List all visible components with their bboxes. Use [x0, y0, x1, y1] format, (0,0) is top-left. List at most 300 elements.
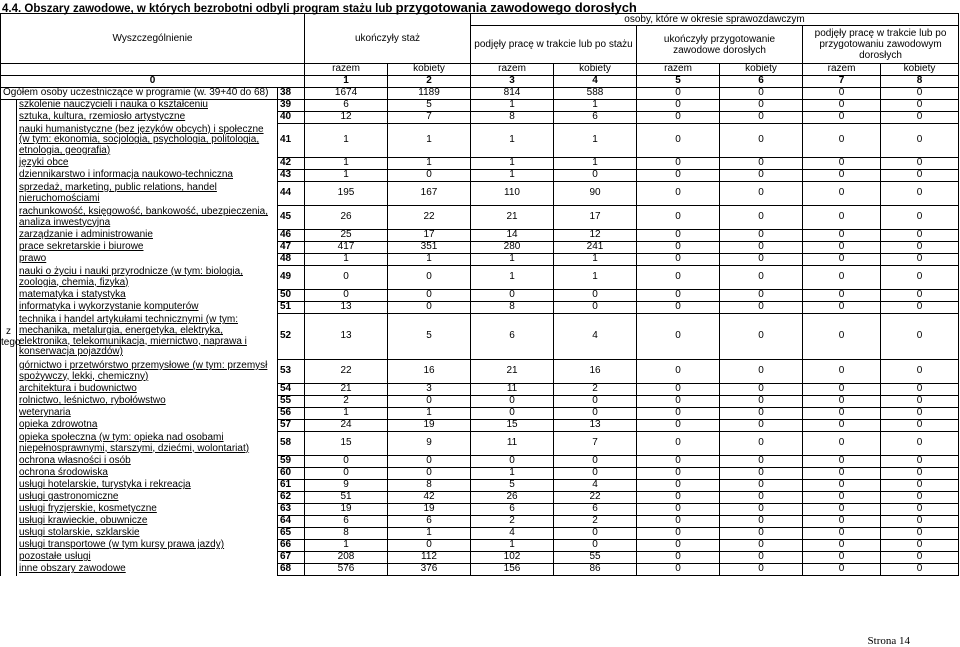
row-number: 62 — [278, 492, 305, 504]
table-row — [1, 504, 959, 516]
cell: 0 — [881, 552, 959, 564]
cell: 11 — [471, 384, 554, 396]
row-number: 65 — [278, 528, 305, 540]
header-kobiety: kobiety — [881, 64, 959, 76]
table-row — [1, 360, 959, 384]
row-label-text: opieka zdrowotna — [19, 419, 98, 431]
cell: 0 — [720, 456, 803, 468]
table-row — [1, 396, 959, 408]
cell: 13 — [305, 314, 388, 360]
cell: 21 — [471, 206, 554, 230]
cell: 2 — [554, 384, 637, 396]
cell: 0 — [881, 480, 959, 492]
cell: 0 — [637, 564, 720, 576]
row-label — [17, 384, 278, 396]
row-label-text: usługi transportowe (w tym kursy prawa jazdy) — [19, 539, 225, 551]
table-row — [1, 266, 959, 290]
cell: 0 — [720, 432, 803, 456]
cell: 0 — [881, 516, 959, 528]
cell: 0 — [720, 360, 803, 384]
cell: 22 — [388, 206, 471, 230]
cell: 0 — [720, 492, 803, 504]
cell: 0 — [720, 182, 803, 206]
row-label — [17, 170, 278, 182]
row-label-text: matematyka i statystyka — [19, 289, 126, 301]
cell: 0 — [637, 230, 720, 242]
cell: 0 — [881, 182, 959, 206]
cell: 0 — [720, 384, 803, 396]
cell: 0 — [637, 456, 720, 468]
cell: 0 — [803, 314, 881, 360]
row-label-text: technika i handel artykułami technicznymi (w tym: mechanika, metalurgia, energetyka, elektryka, elektronika, telekomunikacja, miernictwo, naprawa i konserwacja pojazdów) — [19, 314, 247, 358]
cell: 8 — [471, 112, 554, 124]
cell: 0 — [388, 290, 471, 302]
cell: 0 — [803, 302, 881, 314]
cell: 0 — [803, 396, 881, 408]
cell: 9 — [388, 432, 471, 456]
cell: 0 — [637, 254, 720, 266]
row-label-text: ochrona środowiska — [19, 467, 108, 479]
row-label-text: usługi gastronomiczne — [19, 491, 119, 503]
cell: 1 — [554, 100, 637, 112]
cell: 588 — [554, 88, 637, 100]
cell: 15 — [471, 420, 554, 432]
row-label-text: usługi hotelarskie, turystyka i rekreacja — [19, 479, 191, 491]
cell: 0 — [881, 100, 959, 112]
row-number: 50 — [278, 290, 305, 302]
cell: 1189 — [388, 88, 471, 100]
cell: 0 — [637, 432, 720, 456]
column-number: 4 — [554, 76, 637, 88]
row-label — [17, 540, 278, 552]
cell: 112 — [388, 552, 471, 564]
table-row — [1, 564, 959, 576]
row-label-text: prawo — [19, 253, 47, 265]
header-razem: razem — [637, 64, 720, 76]
cell: 814 — [471, 88, 554, 100]
cell: 0 — [881, 124, 959, 158]
row-number: 43 — [278, 170, 305, 182]
column-number: 6 — [720, 76, 803, 88]
cell: 0 — [881, 432, 959, 456]
cell: 0 — [637, 408, 720, 420]
table-row — [1, 480, 959, 492]
table-row — [1, 302, 959, 314]
cell: 280 — [471, 242, 554, 254]
cell: 0 — [637, 552, 720, 564]
cell: 0 — [720, 254, 803, 266]
cell: 0 — [637, 540, 720, 552]
cell: 0 — [720, 516, 803, 528]
table-row — [1, 230, 959, 242]
cell: 2 — [554, 516, 637, 528]
row-number: 66 — [278, 540, 305, 552]
row-label — [17, 456, 278, 468]
cell: 1 — [471, 254, 554, 266]
row-label — [17, 254, 278, 266]
cell: 5 — [471, 480, 554, 492]
cell: 0 — [720, 540, 803, 552]
cell: 0 — [720, 504, 803, 516]
cell: 0 — [881, 266, 959, 290]
cell: 1 — [388, 124, 471, 158]
row-label-text: rolnictwo, leśnictwo, rybołówstwo — [19, 395, 166, 407]
cell: 0 — [720, 420, 803, 432]
table-row — [1, 408, 959, 420]
cell: 0 — [637, 468, 720, 480]
cell: 26 — [471, 492, 554, 504]
cell: 0 — [803, 540, 881, 552]
column-number: 2 — [388, 76, 471, 88]
cell: 1 — [471, 468, 554, 480]
cell: 0 — [720, 88, 803, 100]
cell: 1 — [388, 408, 471, 420]
cell: 1 — [388, 254, 471, 266]
cell: 0 — [881, 504, 959, 516]
row-number: 55 — [278, 396, 305, 408]
cell: 0 — [388, 396, 471, 408]
row-number: 45 — [278, 206, 305, 230]
cell: 0 — [881, 540, 959, 552]
row-label — [17, 112, 278, 124]
cell: 110 — [471, 182, 554, 206]
cell: 9 — [305, 480, 388, 492]
side-label-line1: z — [6, 326, 11, 338]
row-label — [17, 468, 278, 480]
column-number: 8 — [881, 76, 959, 88]
cell: 0 — [554, 456, 637, 468]
cell: 6 — [388, 516, 471, 528]
cell: 167 — [388, 182, 471, 206]
cell: 0 — [803, 408, 881, 420]
cell: 0 — [471, 456, 554, 468]
cell: 26 — [305, 206, 388, 230]
cell: 0 — [720, 564, 803, 576]
row-label-text: usługi krawieckie, obuwnicze — [19, 515, 148, 527]
side-label — [1, 100, 21, 576]
row-number: 52 — [278, 314, 305, 360]
table-row — [1, 206, 959, 230]
cell: 0 — [881, 456, 959, 468]
cell: 0 — [720, 124, 803, 158]
cell: 0 — [803, 468, 881, 480]
cell: 0 — [803, 384, 881, 396]
cell: 0 — [803, 420, 881, 432]
cell: 0 — [720, 396, 803, 408]
cell: 156 — [471, 564, 554, 576]
cell: 0 — [881, 396, 959, 408]
cell: 1 — [471, 170, 554, 182]
cell: 15 — [305, 432, 388, 456]
cell: 0 — [637, 112, 720, 124]
row-number: 49 — [278, 266, 305, 290]
row-label — [17, 408, 278, 420]
cell: 0 — [720, 552, 803, 564]
row-label-text: rachunkowość, księgowość, bankowość, ubezpieczenia, analiza inwestycyjna — [19, 205, 269, 228]
cell: 6 — [305, 516, 388, 528]
cell: 0 — [803, 266, 881, 290]
cell: 0 — [554, 540, 637, 552]
row-number: 58 — [278, 432, 305, 456]
cell: 0 — [720, 266, 803, 290]
cell: 241 — [554, 242, 637, 254]
cell: 7 — [554, 432, 637, 456]
cell: 0 — [720, 408, 803, 420]
cell: 0 — [881, 420, 959, 432]
row-label-text: górnictwo i przetwórstwo przemysłowe (w tym: przemysł spożywczy, lekki, chemiczny) — [19, 359, 268, 382]
row-number: 38 — [278, 88, 305, 100]
row-label — [17, 242, 278, 254]
cell: 0 — [720, 468, 803, 480]
cell: 8 — [388, 480, 471, 492]
row-label — [17, 124, 278, 158]
row-label — [17, 158, 278, 170]
cell: 24 — [305, 420, 388, 432]
cell: 0 — [720, 112, 803, 124]
cell: 0 — [554, 290, 637, 302]
cell: 0 — [720, 158, 803, 170]
row-label-text: informatyka i wykorzystanie komputerów — [19, 301, 199, 313]
header-podjely-staz: podjęły pracę w trakcie lub po stażu — [471, 26, 637, 64]
row-label-text: prace sekretarskie i biurowe — [19, 241, 144, 253]
cell: 1 — [554, 254, 637, 266]
row-number: 57 — [278, 420, 305, 432]
cell: 0 — [554, 528, 637, 540]
row-number: 51 — [278, 302, 305, 314]
cell: 0 — [720, 528, 803, 540]
table-row — [1, 182, 959, 206]
row-label-text: dziennikarstwo i informacja naukowo-techniczna — [19, 169, 233, 181]
cell: 4 — [554, 314, 637, 360]
row-number: 46 — [278, 230, 305, 242]
cell: 0 — [881, 206, 959, 230]
column-number: 7 — [803, 76, 881, 88]
row-number: 68 — [278, 564, 305, 576]
cell: 1 — [471, 100, 554, 112]
cell: 0 — [881, 242, 959, 254]
cell: 0 — [881, 314, 959, 360]
cell: 90 — [554, 182, 637, 206]
cell: 12 — [554, 230, 637, 242]
cell: 0 — [637, 360, 720, 384]
table-row — [1, 100, 959, 112]
side-label-line2: tego — [1, 336, 21, 348]
cell: 21 — [305, 384, 388, 396]
cell: 0 — [720, 230, 803, 242]
cell: 208 — [305, 552, 388, 564]
row-number: 63 — [278, 504, 305, 516]
cell: 102 — [471, 552, 554, 564]
row-label-text: sprzedaż, marketing, public relations, handel nieruchomościami — [19, 181, 217, 204]
cell: 0 — [388, 456, 471, 468]
cell: 0 — [803, 528, 881, 540]
column-number: 3 — [471, 76, 554, 88]
cell: 1 — [554, 266, 637, 290]
row-label — [17, 302, 278, 314]
cell: 0 — [881, 564, 959, 576]
cell: 351 — [388, 242, 471, 254]
page-number: Strona 14 — [867, 635, 910, 647]
cell: 0 — [803, 456, 881, 468]
cell: 0 — [720, 302, 803, 314]
cell: 1 — [305, 124, 388, 158]
cell: 0 — [471, 290, 554, 302]
cell: 0 — [803, 360, 881, 384]
header-razem: razem — [471, 64, 554, 76]
cell: 417 — [305, 242, 388, 254]
cell: 0 — [637, 420, 720, 432]
header-kobiety: kobiety — [720, 64, 803, 76]
cell: 0 — [881, 158, 959, 170]
row-label-text: pozostałe usługi — [19, 551, 91, 563]
cell: 0 — [471, 396, 554, 408]
cell: 22 — [554, 492, 637, 504]
cell: 5 — [388, 314, 471, 360]
row-label — [17, 314, 278, 360]
table-row — [1, 516, 959, 528]
cell: 0 — [881, 302, 959, 314]
cell: 1 — [471, 124, 554, 158]
cell: 0 — [881, 360, 959, 384]
table-row — [1, 290, 959, 302]
cell: 1 — [305, 254, 388, 266]
row-label — [17, 206, 278, 230]
cell: 12 — [305, 112, 388, 124]
cell: 17 — [554, 206, 637, 230]
cell: 4 — [554, 480, 637, 492]
table-row — [1, 456, 959, 468]
cell: 51 — [305, 492, 388, 504]
cell: 0 — [803, 480, 881, 492]
row-label-text: weterynaria — [19, 407, 71, 419]
row-label — [17, 266, 278, 290]
cell: 0 — [720, 242, 803, 254]
cell: 0 — [388, 468, 471, 480]
table-row — [1, 552, 959, 564]
table-row — [1, 492, 959, 504]
column-number: 5 — [637, 76, 720, 88]
cell: 0 — [881, 254, 959, 266]
row-label — [17, 552, 278, 564]
cell: 0 — [803, 432, 881, 456]
row-label-text: opieka społeczna (w tym: opieka nad osobami niepełnosprawnymi, starszymi, dziećmi, wolontariat) — [19, 431, 250, 454]
row-label — [17, 564, 278, 576]
cell: 1674 — [305, 88, 388, 100]
row-label-text: nauki humanistyczne (bez języków obcych) i społeczne (w tym: ekonomia, socjologia, psychologia, politologia, etnologia, geografia) — [19, 123, 264, 156]
cell: 0 — [637, 100, 720, 112]
row-number: 48 — [278, 254, 305, 266]
table-row — [1, 384, 959, 396]
cell: 55 — [554, 552, 637, 564]
cell: 0 — [881, 528, 959, 540]
cell: 0 — [803, 206, 881, 230]
cell: 0 — [637, 480, 720, 492]
row-label — [17, 516, 278, 528]
cell: 0 — [720, 170, 803, 182]
cell: 13 — [554, 420, 637, 432]
cell: 0 — [637, 492, 720, 504]
cell: 0 — [637, 384, 720, 396]
cell: 19 — [388, 504, 471, 516]
row-number: 54 — [278, 384, 305, 396]
cell: 0 — [305, 290, 388, 302]
cell: 0 — [305, 468, 388, 480]
cell: 1 — [305, 158, 388, 170]
cell: 6 — [305, 100, 388, 112]
row-label — [17, 480, 278, 492]
cell: 8 — [471, 302, 554, 314]
cell: 2 — [471, 516, 554, 528]
cell: 1 — [305, 540, 388, 552]
row-label — [17, 528, 278, 540]
header-razem: razem — [803, 64, 881, 76]
cell: 0 — [637, 516, 720, 528]
cell: 576 — [305, 564, 388, 576]
cell: 0 — [637, 158, 720, 170]
table-row — [1, 432, 959, 456]
cell: 1 — [554, 124, 637, 158]
cell: 0 — [637, 182, 720, 206]
cell: 0 — [388, 170, 471, 182]
cell: 0 — [554, 396, 637, 408]
cell: 0 — [388, 540, 471, 552]
cell: 86 — [554, 564, 637, 576]
cell: 21 — [471, 360, 554, 384]
cell: 0 — [471, 408, 554, 420]
row-label — [17, 360, 278, 384]
cell: 0 — [803, 254, 881, 266]
cell: 0 — [720, 480, 803, 492]
row-label-text: ochrona własności i osób — [19, 455, 131, 467]
row-number: 42 — [278, 158, 305, 170]
cell: 0 — [637, 504, 720, 516]
row-number: 59 — [278, 456, 305, 468]
row-label — [17, 492, 278, 504]
cell: 19 — [388, 420, 471, 432]
cell: 6 — [554, 112, 637, 124]
cell: 25 — [305, 230, 388, 242]
cell: 1 — [471, 540, 554, 552]
row-number: 44 — [278, 182, 305, 206]
column-number: 1 — [305, 76, 388, 88]
cell: 0 — [637, 170, 720, 182]
cell: 6 — [471, 314, 554, 360]
header-osoby: osoby, które w okresie sprawozdawczym — [471, 14, 959, 26]
cell: 0 — [803, 230, 881, 242]
header-podjely-pzd: podjęły pracę w trakcie lub po przygotowaniu zawodowym dorosłych — [803, 26, 959, 64]
row-number: 60 — [278, 468, 305, 480]
cell: 0 — [881, 88, 959, 100]
cell: 0 — [803, 516, 881, 528]
cell: 0 — [803, 290, 881, 302]
cell: 0 — [637, 396, 720, 408]
cell: 0 — [803, 158, 881, 170]
title-prefix: 4.4. Obszary zawodowe, w których bezrobotni odbyli program stażu lub — [2, 3, 396, 15]
row-label-text: nauki o życiu i nauki przyrodnicze (w tym: biologia, zoologia, chemia, fizyka) — [19, 265, 243, 288]
cell: 0 — [881, 230, 959, 242]
table-row — [1, 124, 959, 158]
row-number: 41 — [278, 124, 305, 158]
cell: 0 — [305, 456, 388, 468]
cell: 13 — [305, 302, 388, 314]
cell: 0 — [720, 206, 803, 230]
title-big: przygotowania zawodowego dorosłych — [395, 0, 637, 15]
data-table — [0, 13, 959, 576]
cell: 0 — [881, 112, 959, 124]
cell: 1 — [388, 528, 471, 540]
cell: 0 — [388, 266, 471, 290]
cell: 0 — [803, 552, 881, 564]
